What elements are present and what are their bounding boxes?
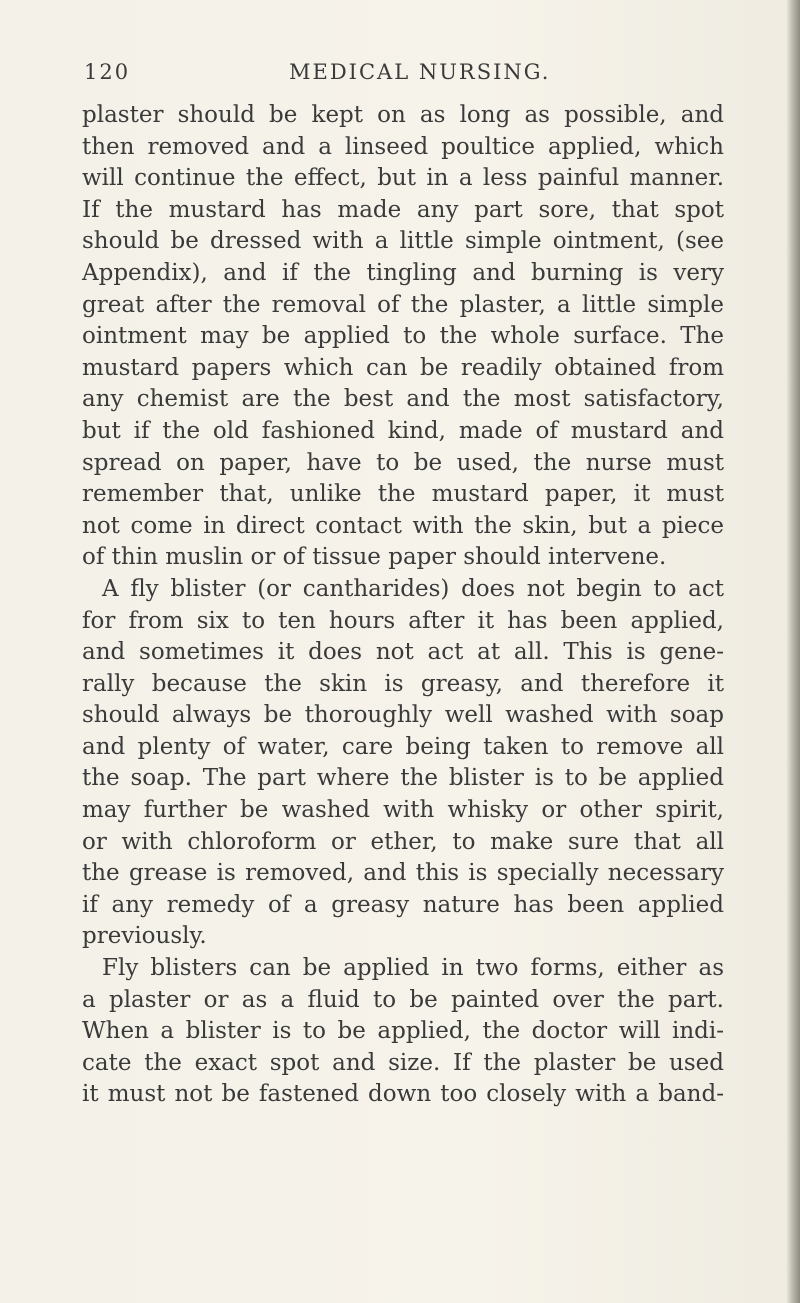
text-line: ointment may be applied to the whole surface. The xyxy=(82,323,724,350)
text-line: any chemist are the best and the most satisfactory, xyxy=(82,386,724,413)
text-line: should be dressed with a little simple ointment, (see xyxy=(82,228,724,255)
page-number: 120 xyxy=(84,60,131,84)
text-line: a plaster or as a fluid to be painted over the part. xyxy=(82,986,724,1013)
text-line: will continue the effect, but in a less painful manner. xyxy=(82,165,724,192)
text-line: mustard papers which can be readily obtained from xyxy=(82,354,724,381)
text-line: rally because the skin is greasy, and therefore it xyxy=(82,670,724,697)
text-line: the soap. The part where the blister is to be applied xyxy=(82,765,724,792)
text-line: or with chloroform or ether, to make sure that all xyxy=(82,828,724,855)
text-line: if any remedy of a greasy nature has been applied xyxy=(82,891,724,918)
text-line: If the mustard has made any part sore, that spot xyxy=(82,196,724,223)
text-line: and plenty of water, care being taken to remove all xyxy=(82,733,724,760)
text-line: of thin muslin or of tissue paper should intervene. xyxy=(82,544,667,571)
text-line: great after the removal of the plaster, a little simple xyxy=(82,291,724,318)
text-line: should always be thoroughly well washed with soap xyxy=(82,702,724,729)
text-line: may further be washed with whisky or other spirit, xyxy=(82,797,724,824)
text-line: cate the exact spot and size. If the plaster be used xyxy=(82,1049,724,1076)
text-line: for from six to ten hours after it has been applied, xyxy=(82,607,724,634)
text-line: the grease is removed, and this is specially necessary xyxy=(82,860,724,887)
page-edge-shadow xyxy=(786,0,800,1303)
text-line: Appendix), and if the tingling and burning is very xyxy=(82,259,724,286)
text-line: it must not be fastened down too closely with a band- xyxy=(82,1081,724,1108)
paragraph-first-line: A fly blister (or cantharides) does not begin to act xyxy=(102,575,724,602)
text-line: then removed and a linseed poultice applied, which xyxy=(82,133,724,160)
text-line: previously. xyxy=(82,923,207,950)
running-header xyxy=(84,60,724,94)
text-line: remember that, unlike the mustard paper, it must xyxy=(82,481,724,508)
paragraph-first-line: Fly blisters can be applied in two forms, either as xyxy=(102,955,724,982)
text-line: spread on paper, have to be used, the nurse must xyxy=(82,449,724,476)
text-line: When a blister is to be applied, the doctor will indi- xyxy=(82,1018,724,1045)
text-line: not come in direct contact with the skin, but a piece xyxy=(82,512,724,539)
text-line: but if the old fashioned kind, made of mustard and xyxy=(82,417,724,444)
text-line: plaster should be kept on as long as possible, and xyxy=(82,102,724,128)
running-title: MEDICAL NURSING. xyxy=(289,60,551,84)
body-text xyxy=(82,100,724,1111)
text-line: and sometimes it does not act at all. This is gene- xyxy=(82,639,724,666)
